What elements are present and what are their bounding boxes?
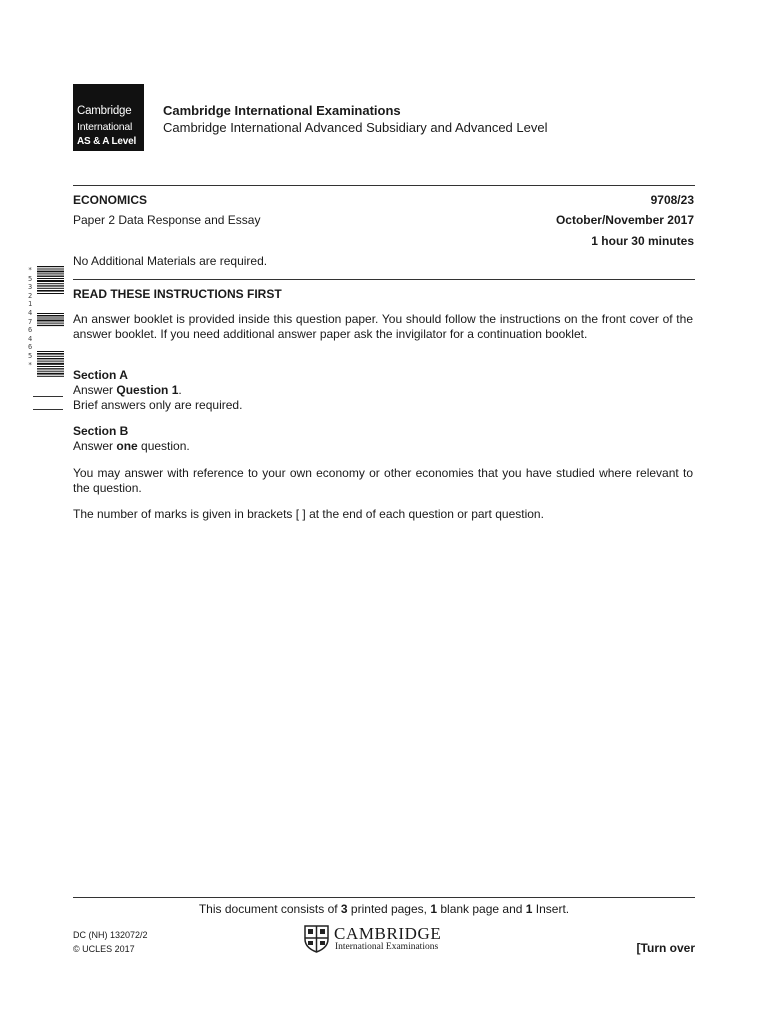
section-b-answer-pre: Answer xyxy=(73,439,117,453)
board-title: Cambridge International Examinations xyxy=(163,103,401,118)
section-a-answer-post: . xyxy=(178,383,182,397)
blank-count: 1 xyxy=(430,902,438,916)
printed-count: 3 xyxy=(340,902,348,916)
pages-pre: This document consists of xyxy=(198,902,341,916)
barcode-digits xyxy=(28,266,36,369)
section-a-answer-pre: Answer xyxy=(73,383,117,397)
barcode-digit: 1 xyxy=(28,300,33,309)
insert-count: 1 xyxy=(525,902,533,916)
barcode-digit: 7 xyxy=(28,317,33,326)
barcode-digit: 2 xyxy=(28,291,33,300)
cambridge-crest-icon xyxy=(304,925,329,953)
section-a-title: Section A xyxy=(73,368,128,382)
divider-instructions xyxy=(73,279,695,280)
cambridge-wordmark: CAMBRIDGE xyxy=(334,924,442,943)
paper-code: 9708/23 xyxy=(650,193,694,207)
barcode-bars xyxy=(37,266,64,378)
insert-post: Insert. xyxy=(532,902,570,916)
section-a-note: Brief answers only are required. xyxy=(73,398,243,412)
duration: 1 hour 30 minutes xyxy=(591,234,694,248)
barcode-digit: * xyxy=(28,360,33,369)
printed-mid: printed pages, xyxy=(347,902,431,916)
session: October/November 2017 xyxy=(555,213,694,227)
barcode-digit: 3 xyxy=(28,283,33,292)
cambridge-logo xyxy=(73,84,144,151)
barcode-digit: 6 xyxy=(28,343,33,352)
margin-mark xyxy=(33,396,63,397)
materials-note: No Additional Materials are required. xyxy=(73,254,268,268)
barcode-digit: 4 xyxy=(28,334,33,343)
paper-name: Paper 2 Data Response and Essay xyxy=(73,213,261,227)
instructions-heading: READ THESE INSTRUCTIONS FIRST xyxy=(73,287,282,301)
barcode-digit: 5 xyxy=(28,274,33,283)
divider-footer xyxy=(73,897,695,898)
instructions-intro: An answer booklet is provided inside this question paper. You should follow the instructions on the front cover of the answer booklet. If you need additional answer paper ask the invigilator for a continuation booklet. xyxy=(73,312,693,341)
logo-line-1: Cambridge xyxy=(77,105,132,117)
turn-over: [Turn over xyxy=(636,941,695,955)
barcode-digit: * xyxy=(28,266,33,274)
section-b-answer-bold: one xyxy=(116,439,138,453)
barcode-digit: 4 xyxy=(28,308,33,317)
barcode-digit: 6 xyxy=(28,326,33,335)
reference-note: You may answer with reference to your own economy or other economies that you have studied where relevant to the question. xyxy=(73,466,693,495)
margin-mark xyxy=(33,409,63,410)
subject: ECONOMICS xyxy=(73,193,148,207)
page-count-note xyxy=(73,902,695,916)
section-b-title: Section B xyxy=(73,424,129,438)
section-b-answer-post: question. xyxy=(137,439,190,453)
section-a-answer xyxy=(73,383,182,397)
blank-mid: blank page and xyxy=(437,902,526,916)
barcode-digit: 5 xyxy=(28,351,33,360)
copyright: © UCLES 2017 xyxy=(73,944,135,954)
cambridge-wordmark-sub: International Examinations xyxy=(335,942,439,952)
section-a-answer-bold: Question 1 xyxy=(116,383,179,397)
divider-top xyxy=(73,185,695,186)
dc-code: DC (NH) 132072/2 xyxy=(73,930,148,940)
logo-line-3: AS & A Level xyxy=(77,136,137,147)
marks-note: The number of marks is given in brackets [ ] at the end of each question or part question. xyxy=(73,507,544,521)
board-subtitle: Cambridge International Advanced Subsidiary and Advanced Level xyxy=(163,120,548,135)
barcode xyxy=(28,266,64,378)
section-b-answer xyxy=(73,439,190,453)
logo-line-2: International xyxy=(77,121,133,133)
